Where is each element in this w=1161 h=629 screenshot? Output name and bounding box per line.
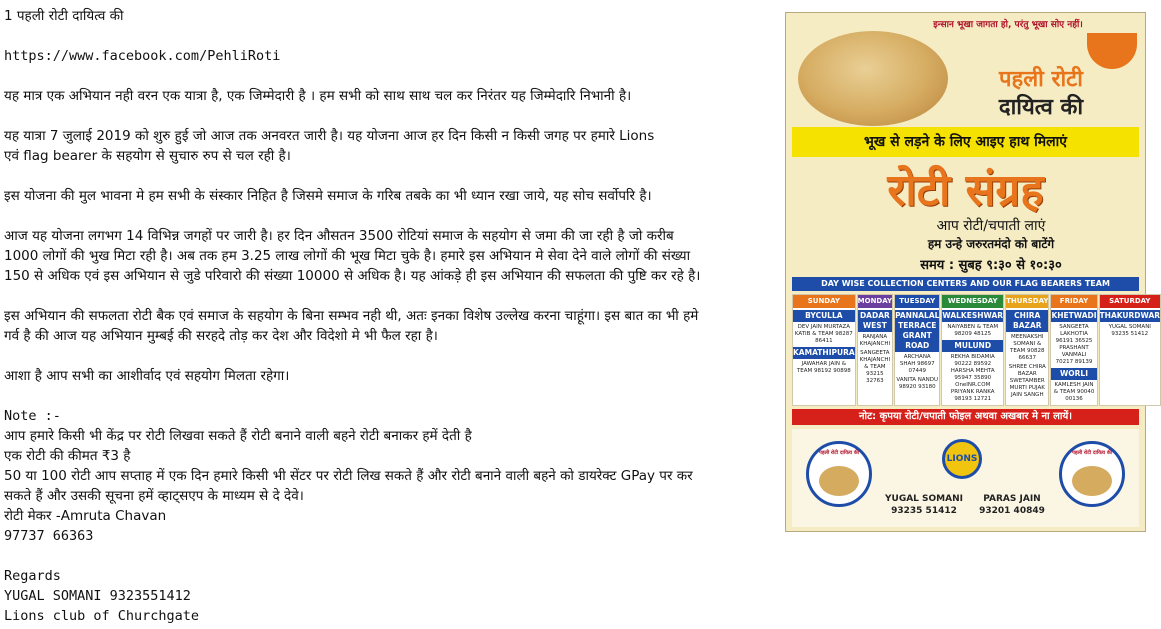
team-names: MEENAKSHI SOMANI & TEAM 90828 66637 — [1009, 334, 1045, 361]
contact-name: YUGAL SOMANI — [885, 494, 963, 504]
roti-icon — [819, 466, 859, 496]
paragraph-4-line-1: आज यह योजना लगभग 14 विभिन्न जगहों पर जारी है। हर दिन औसतन 3500 रोटियां समाज के सहयोग से जमा की जा रही है जो करीब — [4, 228, 674, 244]
contact-phone: 93201 40849 — [979, 506, 1045, 516]
left-seal-logo — [806, 441, 872, 507]
lions-logo — [942, 439, 982, 479]
day-label: SUNDAY — [793, 295, 855, 308]
location-label: KHETWADI — [1051, 311, 1097, 320]
team-names: DEV JAIN MURTAZA KATIB & TEAM 98287 86411 — [794, 324, 853, 344]
team-names: SHREE CHIRA BAZAR SWETAMBER MURTI PUJAK JAIN SANGH — [1008, 364, 1046, 398]
day-label: FRIDAY — [1051, 295, 1096, 308]
location-label: BYCULLA — [793, 310, 855, 322]
location-label: THAKURDWAR — [1099, 311, 1161, 320]
poster-banner: भूख से लड़ने के लिए आइए हाथ मिलाएं — [792, 127, 1139, 157]
contact-name: PARAS JAIN — [983, 494, 1041, 504]
location-label: DADAR WEST — [858, 310, 892, 332]
schedule-col — [792, 294, 856, 406]
day-label: MONDAY — [858, 295, 892, 308]
poster-headline: रोटी संग्रह — [887, 165, 1044, 216]
day-label: WEDNESDAY — [942, 295, 1003, 308]
poster-timing: समय : सुबह ९:३० से १०:३० — [920, 258, 1062, 273]
signer: YUGAL SOMANI 9323551412 — [4, 588, 191, 604]
team-names: KAMLESH JAIN & TEAM 90040 00136 — [1053, 382, 1095, 402]
letter-title: 1 पहली रोटी दायित्व की — [4, 8, 124, 24]
day-label: SATURDAY — [1100, 295, 1160, 308]
note-line-1: आप हमारे किसी भी केंद्र पर रोटी लिखवा सकते हैं रोटी बनाने वाली बहने रोटी बनाकर हमें देती है — [4, 428, 472, 444]
schedule-col — [857, 294, 893, 406]
paragraph-4-line-3: 150 से अधिक एवं इस अभियान से जुडे परिवारो की संख्या 10000 से अधिक है। यह आंकड़े ही इस अभियान की सफलता की पुष्टि कर रहे है। — [4, 268, 701, 284]
schedule-col — [1099, 294, 1161, 406]
team-names: SANGEETA KHAJANCHI & TEAM 93215 32763 — [859, 350, 891, 384]
team-names: RANJANA KHAJANCHI — [859, 334, 891, 347]
note-line-3: 50 या 100 रोटी आप सप्ताह में एक दिन हमारे किसी भी सेंटर पर रोटी लिख सकते हैं और रोटी बनाने वाली बहने को डायरेक्ट GPay पर कर — [4, 468, 693, 484]
schedule-col — [1005, 294, 1049, 406]
paragraph-5-line-1: इस अभियान की सफलता रोटी बैक एवं समाज के सहयोग के बिना सम्भव नही थी, अतः इनका विशेष उल्लेख करना चाहूंगा। इस बात का भी हमे — [4, 308, 699, 324]
roti-collection-poster — [785, 12, 1161, 532]
note-label: Note :- — [4, 408, 61, 424]
team-names: NAIYABEN & TEAM 98209 48125 — [947, 324, 999, 337]
team-names: ARCHANA SHAH 98697 07449 — [899, 354, 935, 374]
schedule-col — [894, 294, 940, 406]
lions-logo-text: LIONS — [946, 454, 978, 464]
team-names: VANITA NANDU 98920 93180 — [896, 377, 939, 390]
note-line-2: एक रोटी की कीमत ₹3 है — [4, 448, 131, 464]
poster-title-2: दायित्व की — [998, 95, 1084, 120]
schedule-grid — [792, 294, 1161, 406]
team-names: YUGAL SOMANI 93235 51412 — [1108, 324, 1151, 337]
club-name: Lions club of Churchgate — [4, 608, 200, 624]
schedule-col — [941, 294, 1004, 406]
team-names: SANGEETA LAKHOTIA 96191 36525 PRASHANT VANMALI 70217 89139 — [1055, 324, 1093, 365]
note-line-4: सकते हैं और उसकी सूचना हमें व्हाट्सएप के माध्यम से दे देवे। — [4, 488, 304, 504]
roti-maker-phone: 97737 66363 — [4, 528, 94, 544]
poster-title-1: पहली रोटी — [999, 67, 1083, 92]
poster-subline-2: हम उन्हे जरुरतमंदो को बाटेंगे — [927, 237, 1055, 251]
right-seal-logo — [1059, 441, 1125, 507]
paragraph-1: यह मात्र एक अभियान नही वरन एक यात्रा है, एक जिम्मेदारी है । हम सभी को साथ साथ चल कर निरंतर यह जिम्मेदारि निभानी है। — [4, 88, 632, 104]
seal-text: पहली रोटी दायित्व की — [1072, 450, 1112, 456]
contact-phone: 93235 51412 — [891, 506, 957, 516]
paragraph-2-line-1: यह यात्रा 7 जुलाई 2019 को शुरु हुई जो आज तक अनवरत जारी है। यह योजना आज हर दिन किसी न किसी जगह पर हमारे Lions — [4, 128, 655, 144]
facebook-link[interactable]: https://www.facebook.com/PehliRoti — [4, 48, 281, 64]
team-bar: DAY WISE COLLECTION CENTERS AND OUR FLAG BEARERS TEAM — [792, 277, 1139, 291]
roti-plate-image — [798, 31, 948, 126]
poster-subline-1: आप रोटी/चपाती लाएं — [936, 218, 1046, 234]
roti-maker: रोटी मेकर -Amruta Chavan — [4, 508, 167, 524]
location-label: PANNALAL TERRACE GRANT ROAD — [895, 311, 940, 350]
roti-icon — [1072, 466, 1112, 496]
paragraph-2-line-2: एवं flag bearer के सहयोग से सुचारु रुप से चल रही है। — [4, 148, 291, 164]
team-names: JAWAHAR JAIN & TEAM 98192 90898 — [796, 361, 851, 374]
paragraph-5-line-2: गर्व है की आज यह अभियान मुम्बई की सरहदे तोड़ कर देश और विदेशो मे भी फैल रहा है। — [4, 328, 438, 344]
location-label: MULUND — [942, 340, 1003, 352]
contact-yugal — [884, 493, 964, 517]
poster-footer — [792, 429, 1139, 527]
poster-note: नोट: कृपया रोटी/चपाती फोइल अथवा अखबार मे ना लायें। — [792, 409, 1139, 425]
paragraph-3: इस योजना की मुल भावना मे हम सभी के संस्कार निहित है जिसमे समाज के गरिब तबके का भी ध्यान रखा जाये, यह सोच सर्वोपरि है। — [4, 188, 652, 204]
day-label: TUESDAY — [895, 295, 939, 308]
team-names: REKHA BIDAMIA 90222 89592 HARSHA MEHTA 95947 35890 OneINR.COM PRIYANK RANKA 98193 12721 — [950, 354, 995, 402]
location-label: KAMATHIPURA — [793, 348, 855, 357]
paragraph-6: आशा है आप सभी का आशीर्वाद एवं सहयोग मिलता रहेगा। — [4, 368, 290, 384]
contact-paras — [972, 493, 1052, 517]
seal-text: पहली रोटी दायित्व की — [819, 450, 859, 456]
location-label: CHIRA BAZAR — [1006, 310, 1048, 332]
location-label: WALKESHWAR — [942, 311, 1004, 320]
poster-quote: इन्सान भूखा जागता हो, परंतु भूखा सोए नहीं। — [933, 20, 1083, 30]
letter-body — [4, 6, 774, 626]
paragraph-4-line-2: 1000 लोगों की भुख मिटा रही है। अब तक हम 3.25 लाख लोगों की भूख मिटा चुके है। हमारे इस अभियान मे सेवा देने वाले लोगों की संख्या — [4, 248, 691, 264]
location-label: WORLI — [1051, 368, 1096, 380]
day-label: THURSDAY — [1006, 295, 1048, 308]
schedule-col — [1050, 294, 1097, 406]
regards: Regards — [4, 568, 61, 584]
